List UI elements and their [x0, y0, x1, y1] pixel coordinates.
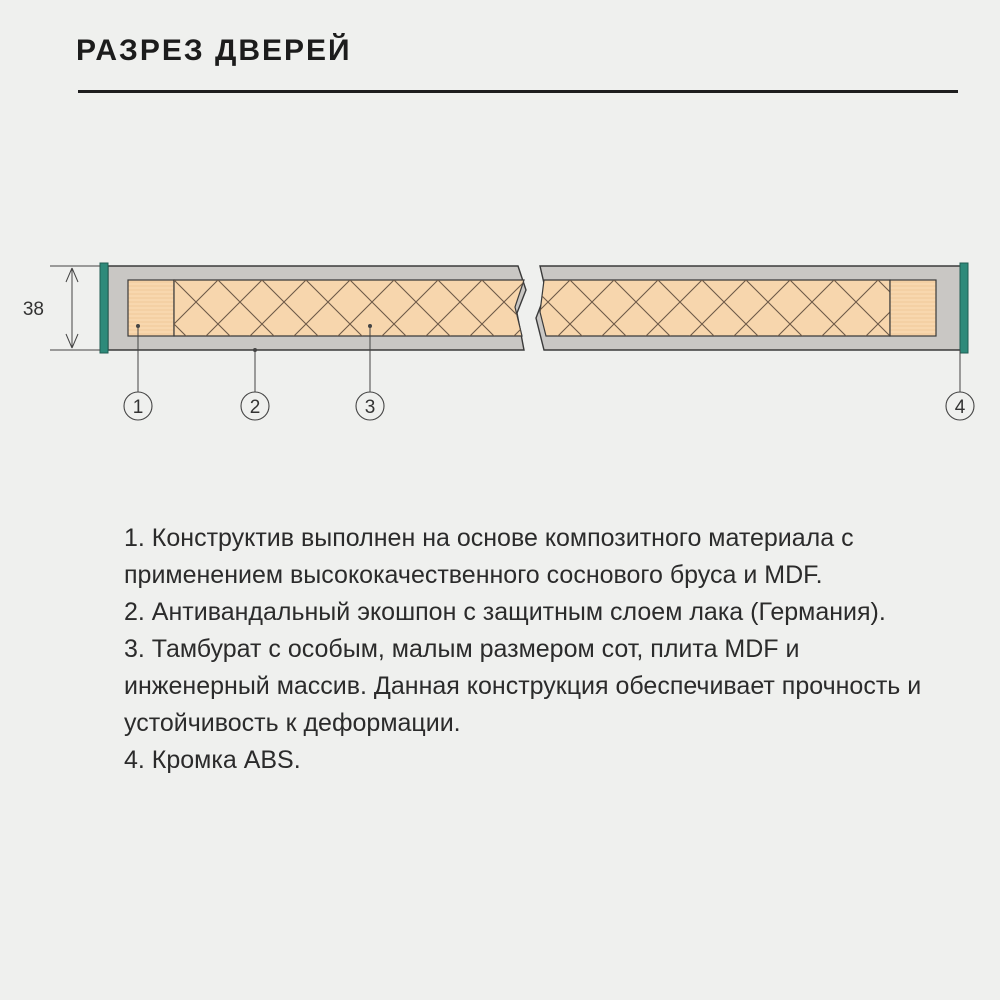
callout-1: [124, 392, 152, 420]
note-item: 2. Антивандальный экошпон с защитным слоем лака (Германия).: [124, 598, 886, 626]
note-item: 1. Конструктив выполнен на основе композитного материала с применением высококачественного соснового бруса и MDF.: [124, 524, 854, 589]
page-title: РАЗРЕЗ ДВЕРЕЙ: [76, 34, 352, 67]
abs-edge-left: [100, 263, 108, 353]
pine-timber-right: [890, 280, 936, 336]
callout-1-label: 1: [132, 397, 144, 418]
abs-edge-right: [960, 263, 968, 353]
callout-2-label: 2: [249, 397, 261, 418]
callout-3: [356, 392, 384, 420]
callout-4-label: 4: [954, 397, 966, 418]
door-cross-section-diagram: [0, 0, 1000, 460]
dimension-label: 38: [22, 299, 44, 320]
pine-timber-left: [128, 280, 174, 336]
callout-2: [241, 392, 269, 420]
legend-notes: [124, 520, 924, 779]
note-item: 4. Кромка ABS.: [124, 746, 301, 774]
dimension-marker: [23, 266, 100, 350]
note-item: 3. Тамбурат с особым, малым размером сот, плита MDF и инженерный массив. Данная конструкция обеспечивает прочность и устойчивость к деформации.: [124, 635, 922, 737]
callout-3-label: 3: [364, 397, 376, 418]
callout-4: [946, 392, 974, 420]
